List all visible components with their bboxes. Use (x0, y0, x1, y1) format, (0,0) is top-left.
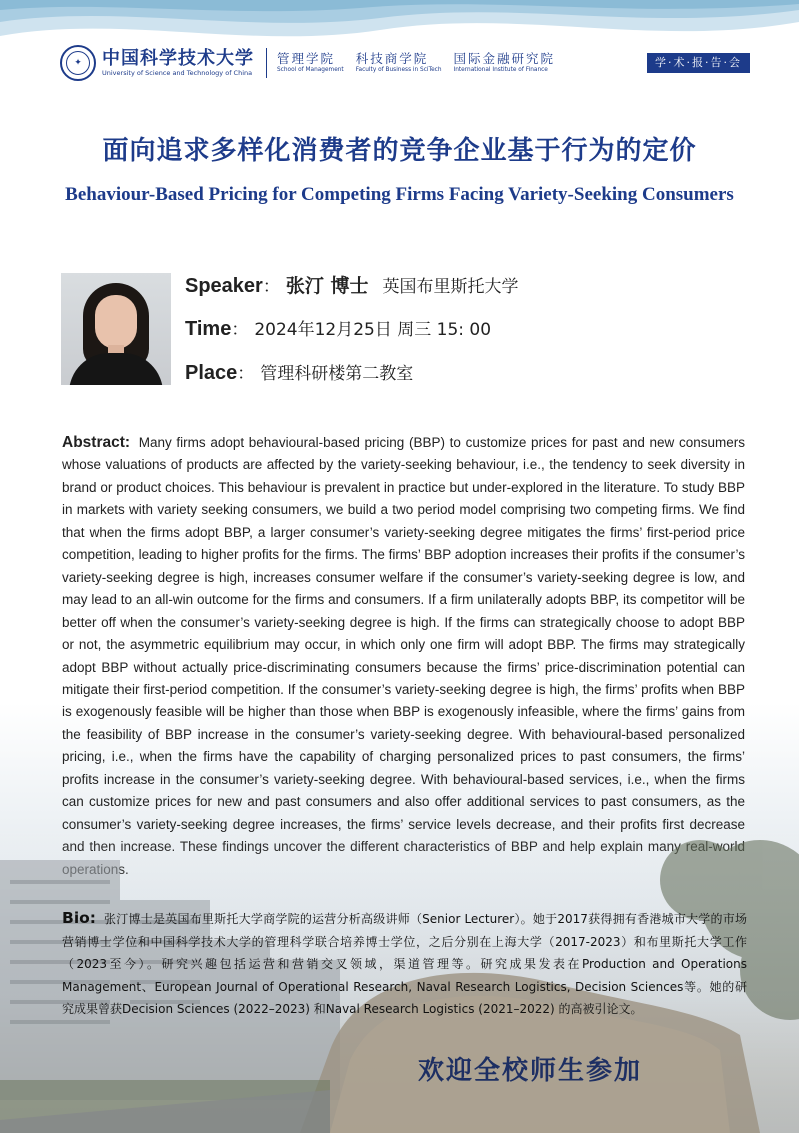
header-divider (266, 48, 267, 78)
place-separator: ： (237, 364, 255, 384)
department-name-cn: 科技商学院 (355, 51, 429, 66)
university-logo (102, 49, 254, 78)
speaker-photo (61, 273, 171, 385)
seminar-badge: 学·术·报·告·会 (647, 53, 750, 73)
page-title-cn: 面向追求多样化消费者的竞争企业基于行为的定价 (102, 136, 697, 166)
bio-text: 张汀博士是英国布里斯托大学商学院的运营分析高级讲师（Senior Lecturer）。她于2017获得拥有香港城市大学的市场营销博士学位和中国科学技术大学的管理科学联合培养博士学位，之后分别在上海大学（2017-2023）和布里斯托大学工作（2023至今）。研究兴趣包括运营和营销交叉领域，渠道管理等。研究成果发表在Production and Operations Management、European Journal of Operational Research, Naval Research Logistics, Decision Sciences等。她的研究成果曾获Decision Sciences (2022–2023) 和Naval Research Logistics (2021–2022) 的高被引论文。 (62, 912, 747, 1016)
place-value: 管理科研楼第二教室 (260, 364, 414, 384)
time-line (185, 315, 491, 341)
page-title-en: Behaviour-Based Pricing for Competing Firms Facing Variety-Seeking Consumers (65, 184, 734, 205)
speaker-name: 张汀 博士 (285, 275, 369, 297)
department-name-en: International Institute of Finance (453, 67, 548, 73)
bio-section (62, 907, 747, 1021)
time-separator: ： (231, 320, 249, 340)
university-name-cn: 中国科学技术大学 (102, 47, 254, 69)
header-bar (60, 40, 750, 86)
university-seal-icon: ✦ (60, 45, 96, 81)
speaker-label: Speaker (185, 275, 263, 297)
time-label: Time (185, 318, 232, 340)
department-name-cn: 国际金融研究院 (453, 51, 556, 66)
abstract-label: Abstract: (62, 434, 131, 451)
department-name-en: Faculty of Business in SciTech (355, 67, 442, 73)
department-management (277, 51, 344, 75)
welcome-message: 欢迎全校师生参加 (418, 1056, 643, 1086)
department-name-cn: 管理学院 (277, 51, 336, 66)
department-finance (454, 51, 556, 75)
abstract-section (62, 432, 745, 881)
abstract-text: Many firms adopt behavioural-based pricing (BBP) to customize prices for past and new consumers whose valuations of products are affected by the variety-seeking behaviour, i.e., the tendency to seek diversity in brand or product choices. This behaviour is prevalent in practice but under-explored in the literature. To study BBP in markets with variety seeking consumers, we build a two period model comprising two competing firms. We find that when the firms adopt BBP, a larger consumer’s variety-seeking degree mitigates the firms’ first-period price competition, leading to higher profits for the firms. The firms’ BBP adoption increases their profits if the consumer’s variety-seeking degree is high, increases consumer welfare if the consumer’s variety-seeking degree is low, and may lead to an all-win outcome for the firms and consumers. If a firm unilaterally adopts BBP, its competitor will be better off when the consumer’s variety-seeking degree is high. If the firms can strategically choose to adopt BBP or not, the asymmetric equilibrium may occur, in which only one firm will adopt BBP. The firms may strategically adopt BBP without actually price-discriminating consumers because the firms’ price-discrimination potential can mitigate their first-period competition. If the consumer’s variety-seeking degree is high, the firms’ profits when BBP is exogenously feasible will be higher than those when BBP is exogenously infeasible, where the firms’ gains from the feasibility of BBP increase in the consumer’s variety-seeking degree. With behavioural-based personalized pricing, i.e., when the firms have the capability of charging personalized prices to past consumers, the firms’ profits increase in the consumer’s variety-seeking degree. With behavioural-based services, i.e., when the firms can customize prices for new and past consumers and also offer additional services to past consumers, as the (62, 435, 745, 810)
department-name-en: School of Management (277, 67, 344, 73)
time-value: 2024年12月25日 周三 15: 00 (254, 320, 492, 340)
place-label: Place (185, 362, 238, 384)
place-line (185, 359, 413, 385)
university-name-en: University of Science and Technology of China (102, 68, 253, 77)
speaker-line (185, 271, 518, 298)
speaker-affiliation: 英国布里斯托大学 (382, 277, 519, 297)
department-business-scitech (356, 51, 442, 75)
bio-label: Bio: (62, 909, 96, 927)
speaker-separator: ： (262, 277, 280, 297)
